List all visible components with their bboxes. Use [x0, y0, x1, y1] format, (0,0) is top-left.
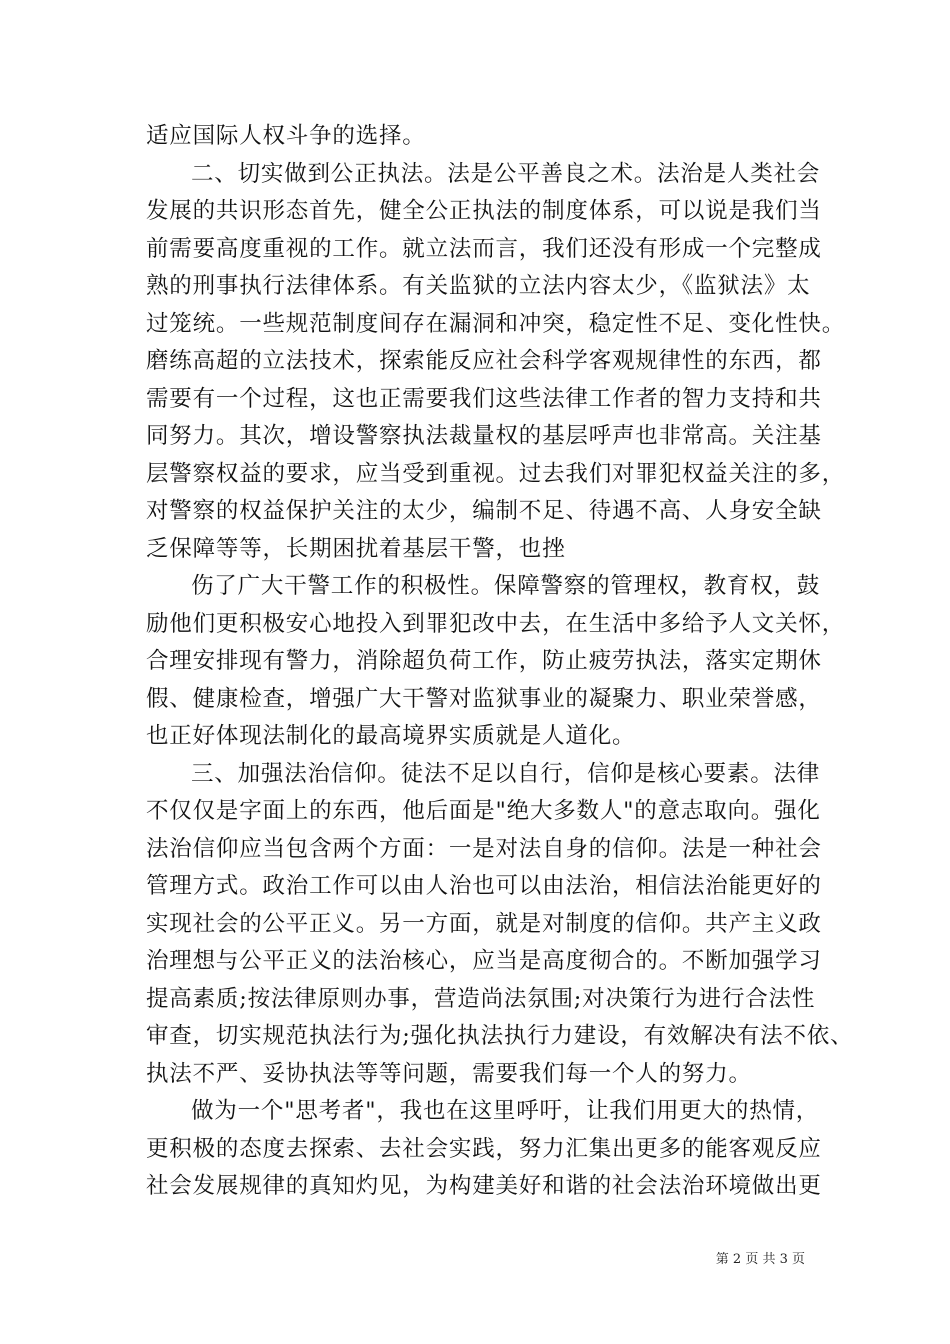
page-number-footer: 第 2 页 共 3 页	[715, 1252, 805, 1267]
text-line: 管理方式。政治工作可以由人治也可以由法治，相信法治能更好的	[146, 873, 822, 899]
text-line: 法治信仰应当包含两个方面：一是对法自身的信仰。法是一种社会	[146, 835, 822, 862]
text-line: 过笼统。一些规范制度间存在漏洞和冲突，稳定性不足、变化性快。	[146, 310, 846, 337]
text-line: 适应国际人权斗争的选择。	[146, 123, 426, 149]
text-line: 熟的刑事执行法律体系。有关监狱的立法内容太少，《监狱法》太	[146, 273, 811, 299]
text-line: 审查，切实规范执法行为;强化执法执行力建设，有效解决有法不依、	[146, 1023, 854, 1049]
text-line: 伤了广大干警工作的积极性。保障警察的管理权，教育权，鼓	[191, 573, 821, 599]
text-line: 更积极的态度去探索、去社会实践，努力汇集出更多的能客观反应	[146, 1135, 822, 1162]
paragraph	[146, 756, 854, 1094]
text-line: 需要有一个过程，这也正需要我们这些法律工作者的智力支持和共	[146, 385, 822, 412]
text-line: 三、加强法治信仰。徒法不足以自行，信仰是核心要素。法律	[191, 760, 821, 787]
text-line: 发展的共识形态首先，健全公正执法的制度体系，可以说是我们当	[146, 198, 822, 224]
text-line: 不仅仅是字面上的东西，他后面是"绝大多数人"的意志取向。强化	[146, 798, 821, 824]
text-line: 二、切实做到公正执法。法是公平善良之术。法治是人类社会	[191, 160, 821, 187]
paragraph	[146, 568, 846, 756]
text-line: 前需要高度重视的工作。就立法而言，我们还没有形成一个完整成	[146, 235, 822, 262]
text-line: 实现社会的公平正义。另一方面，就是对制度的信仰。共产主义政	[146, 910, 822, 937]
text-line: 对警察的权益保护关注的太少，编制不足、待遇不高、人身安全缺	[146, 498, 822, 524]
text-line: 执法不严、妥协执法等等问题，需要我们每一个人的努力。	[146, 1060, 752, 1087]
text-line: 磨练高超的立法技术，探索能反应社会科学客观规律性的东西，都	[146, 348, 822, 374]
text-line: 假、健康检查，增强广大干警对监狱事业的凝聚力、职业荣誉感，	[146, 685, 822, 712]
paragraph	[146, 118, 816, 156]
text-line: 层警察权益的要求，应当受到重视。过去我们对罪犯权益关注的多，	[146, 460, 846, 487]
text-line: 励他们更积极安心地投入到罪犯改中去，在生活中多给予人文关怀，	[146, 610, 846, 637]
paragraph	[146, 156, 846, 569]
text-line: 合理安排现有警力，消除超负荷工作，防止疲劳执法，落实定期休	[146, 648, 822, 674]
text-line: 同努力。其次，增设警察执法裁量权的基层呼声也非常高。关注基	[146, 423, 822, 449]
text-line: 也正好体现法制化的最高境界实质就是人道化。	[146, 723, 636, 749]
paragraph	[146, 1093, 822, 1206]
text-line: 社会发展规律的真知灼见，为构建美好和谐的社会法治环境做出更	[146, 1173, 822, 1199]
text-line: 做为一个"思考者"，我也在这里呼吁，让我们用更大的热情，	[191, 1098, 820, 1124]
text-line: 乏保障等等，长期困扰着基层干警，也挫	[146, 535, 566, 562]
document-body	[146, 118, 854, 1206]
text-line: 治理想与公平正义的法治核心，应当是高度彻合的。不断加强学习	[146, 948, 822, 974]
text-line: 提高素质;按法律原则办事，营造尚法氛围;对决策行为进行合法性	[146, 985, 816, 1012]
